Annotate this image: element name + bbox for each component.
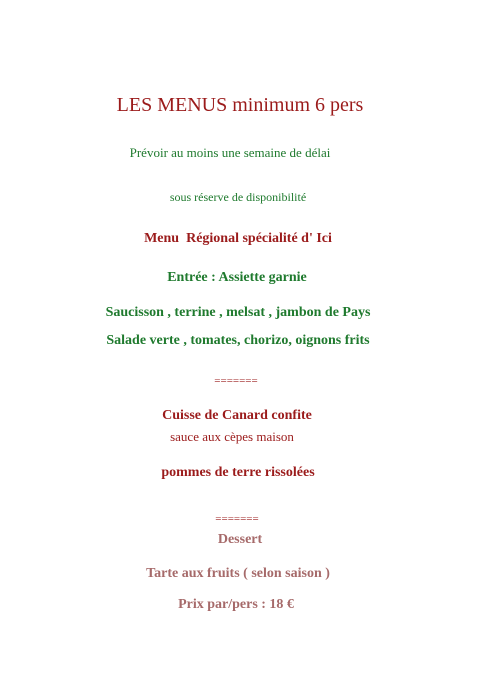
price: Prix par/pers : 18 € (178, 597, 294, 612)
dessert-title: Dessert (217, 532, 263, 547)
menu-title: LES MENUS minimum 6 pers (116, 94, 364, 116)
dessert-item: Tarte aux fruits ( selon saison ) (146, 566, 330, 581)
availability-note: sous réserve de disponibilité (169, 190, 307, 204)
separator-1: ======= (214, 375, 258, 387)
entree-title: Entrée : Assiette garnie (167, 270, 307, 285)
entree-line-2: Salade verte , tomates, chorizo, oignons frits (106, 333, 370, 348)
entree-line-1: Saucisson , terrine , melsat , jambon de Pays (105, 305, 371, 320)
main-course-title: Cuisse de Canard confite (162, 408, 312, 423)
main-course-sauce: sauce aux cèpes maison (170, 429, 294, 444)
menu-name: Menu Régional spécialité d' Ici (144, 231, 332, 246)
main-course-side: pommes de terre rissolées (161, 465, 315, 480)
delay-note: Prévoir au moins une semaine de délai (129, 145, 331, 160)
separator-2: ======= (215, 513, 259, 525)
